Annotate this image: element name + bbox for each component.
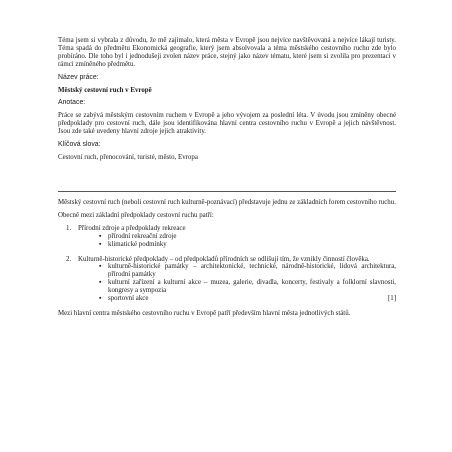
sub-list-item: ▪ klimatické podmínky bbox=[78, 241, 396, 249]
title-value: Městský cestovní ruch v Evropě bbox=[58, 86, 152, 94]
sub-list-item: ▪ kulturní zařízení a kulturní akce – muzea, galerie, divadla, koncerty, festivaly a folklorní slavnosti, kongresy a sympozia bbox=[78, 279, 396, 295]
list-item-number: 1. bbox=[66, 224, 72, 232]
annotation-label: Anotace: bbox=[58, 99, 86, 107]
sub-list bbox=[78, 263, 396, 303]
sub-list-item bbox=[78, 295, 396, 303]
title-label: Název práce: bbox=[58, 73, 99, 81]
list-item-text: Přírodní zdroje a předpoklady rekreace bbox=[78, 224, 186, 232]
list-item bbox=[58, 225, 396, 249]
sub-list-item: ▪ kulturně-historické památky – architektonické, technické, národně-historické, lidová architektura, přírodní památky bbox=[78, 263, 396, 279]
list-item-number: 2. bbox=[66, 255, 72, 263]
body-intro-paragraph: Městský cestovní ruch (neboli cestovní ruch kulturně-poznávací) představuje jednu ze základních forem cestovního ruchu. bbox=[58, 199, 396, 206]
intro-section bbox=[58, 37, 396, 162]
prereq-list bbox=[58, 225, 396, 303]
prereq-heading: Obecně mezi základní předpoklady cestovní ruchu patří: bbox=[58, 211, 214, 219]
keywords-label: Klíčová slova: bbox=[58, 141, 101, 149]
section-divider bbox=[58, 191, 396, 192]
closing-paragraph: Mezi hlavní centra městského cestovního ruchu v Evropě patří především hlavní města jednotlivých států. bbox=[58, 309, 351, 317]
body-section bbox=[58, 199, 396, 318]
sub-list-item: ▪ přírodní rekreační zdroje bbox=[78, 233, 396, 241]
sub-list-item-text: sportovní akce bbox=[108, 295, 149, 303]
intro-paragraph: Téma jsem si vybrala z důvodu, že mě zajímalo, která města v Evropě jsou nejvíce navštěvovaná a nejvíce lákají turisty. Téma spadá do předmětu Ekonomická geografie, který jsem absolvovala a téma městského cestovního ruchu zde bylo probíráno. Dle toho byl i jednodušeji zvolen název práce, stejný jako název tématu, které jsem si zvolila pro prezentaci v rámci zmíněného předmětu. bbox=[58, 37, 396, 68]
list-item-text: Kulturně-historické předpoklady – od předpokladů přírodních se odlišují tím, že vznikly činností člověka. bbox=[78, 255, 370, 263]
sub-list bbox=[78, 233, 396, 249]
annotation-paragraph: Práce se zabývá městským cestovním ruchem v Evropě a jeho vývojem za poslední léta. V úvodu jsou zmíněny obecné předpoklady pro cestovní ruch, dále jsou identifikována hlavní centra cestovního ruchu v Evropě a jejich návštěvnost. Jsou zde také uvedeny hlavní zdroje jejich atraktivity. bbox=[58, 112, 396, 136]
keywords-text: Cestovní ruch, přenocování, turisté, město, Evropa bbox=[58, 153, 198, 161]
list-item bbox=[58, 256, 396, 303]
citation-ref: [1] bbox=[387, 295, 396, 303]
